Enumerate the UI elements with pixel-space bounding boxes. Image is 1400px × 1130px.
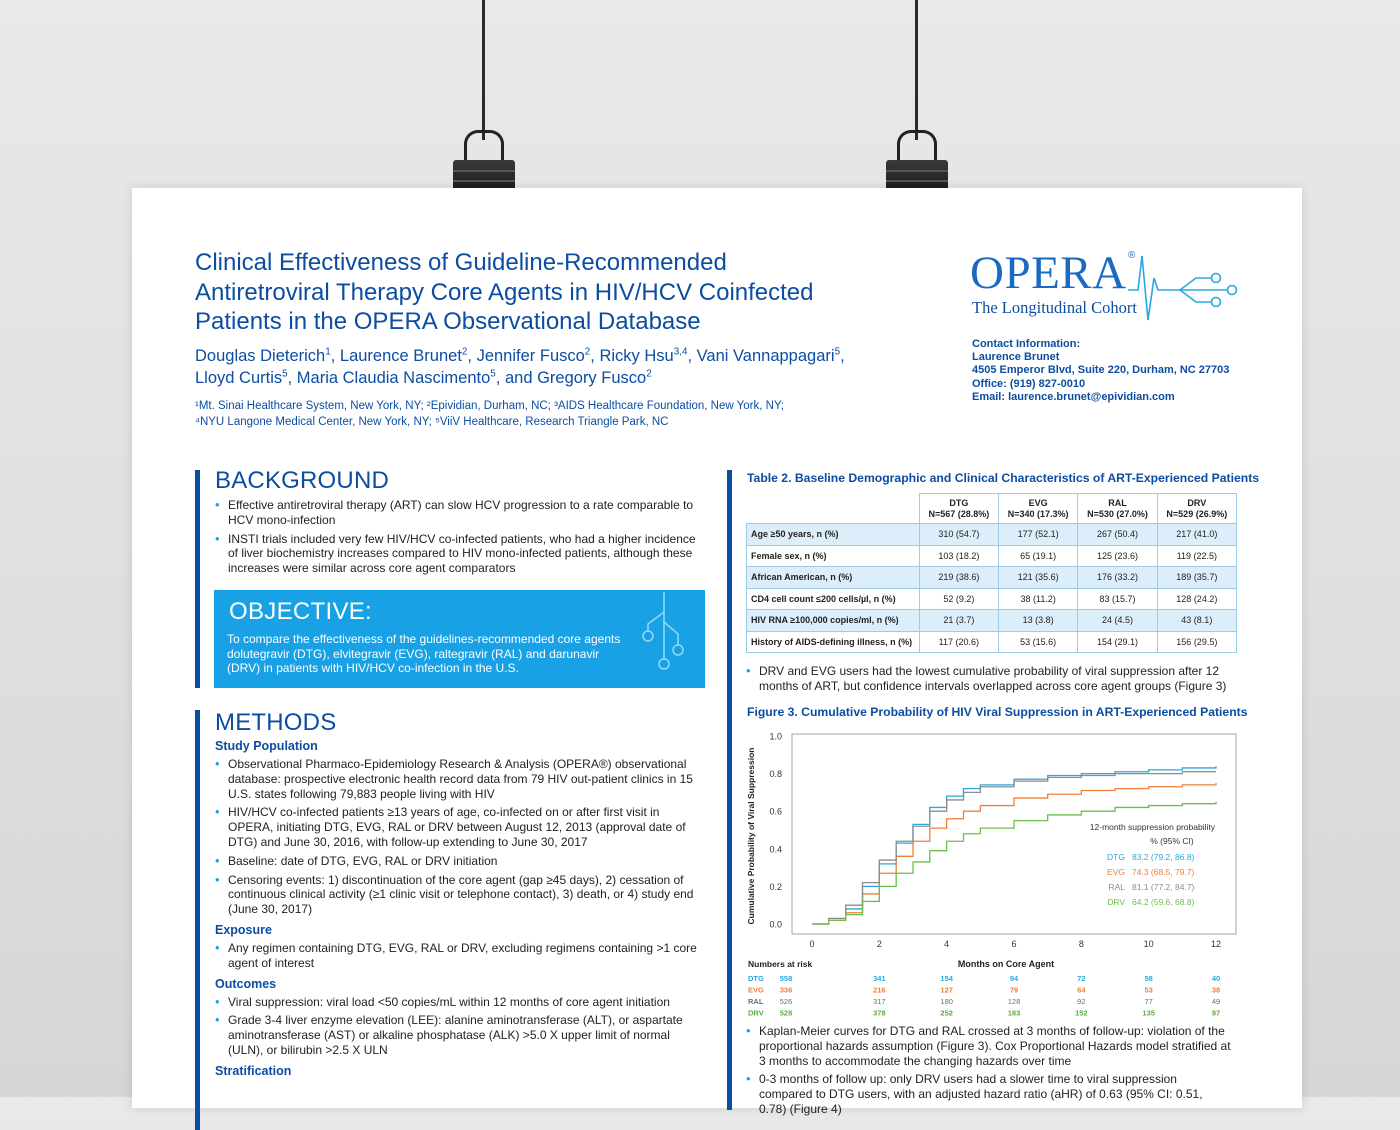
exposure-bullets <box>215 941 705 971</box>
baseline-characteristics-table <box>746 493 1237 653</box>
risk-cell: 72 <box>1077 974 1086 983</box>
y-tick-label: 1.0 <box>769 731 782 742</box>
author: , Vani Vannappagari <box>687 347 835 365</box>
row-label: African American, n (%) <box>747 567 920 589</box>
risk-cell: 53 <box>1144 985 1153 995</box>
risk-cell: 152 <box>1075 1008 1088 1018</box>
results-section-bar <box>727 470 732 1110</box>
table2-title: Table 2. Baseline Demographic and Clinical Characteristics of ART-Experienced Patients <box>747 471 1260 485</box>
list-item: • Grade 3-4 liver enzyme elevation (LEE): alanine aminotransferase (ALT), or aspartate aminotransferase (AST) or alkaline phosphatase (ALK) >5.0 X upper limit of normal (ULN), or bilirubin >2.5 X ULN <box>215 1013 705 1057</box>
list-item: • Any regimen containing DTG, EVG, RAL or DRV, excluding regimens containing >1 core agent of interest <box>215 941 705 971</box>
list-item: • HIV/HCV co-infected patients ≥13 years of age, co-infected on or after first visit in OPERA, initiating DTG, EVG, RAL or DRV between August 12, 2013 (approval date of DTG) and June 30, 2016, with follow-up extending to June 30, 2017 <box>215 805 705 849</box>
y-tick-label: 0.4 <box>769 844 782 855</box>
list-item: • Kaplan-Meier curves for DTG and RAL crossed at 3 months of follow-up: violation of the proportional hazards assumption (Figure 3). Cox Proportional Hazards model stratified at 3 months to accommodate the changing hazards over time <box>746 1024 1231 1068</box>
contact-phone: Office: (919) 827-0010 <box>972 377 1086 390</box>
risk-cell: 216 <box>873 985 886 995</box>
table-cell: 65 (19.1) <box>999 545 1078 567</box>
title-line: Antiretroviral Therapy Core Agents in HIV/HCV Coinfected <box>195 278 814 306</box>
table-cell: 13 (3.8) <box>999 610 1078 632</box>
kaplan-meier-chart <box>742 726 1242 1016</box>
affil-mark: 5 <box>282 368 288 380</box>
contact-name: Laurence Brunet <box>972 351 1060 364</box>
poster <box>132 188 1302 1116</box>
list-item: • Effective antiretroviral therapy (ART) can slow HCV progression to a rate comparable to HCV mono-infection <box>215 498 705 528</box>
list-item: • 0-3 months of follow up: only DRV users had a slower time to viral suppression compared to DTG users, with an adjusted hazard ratio (aHR) of 0.63 (95% CI: 0.51, 0.78) (Figure 4) <box>746 1072 1231 1116</box>
risk-cell: 180 <box>940 997 953 1006</box>
contact-address: 4505 Emperor Blvd, Suite 220, Durham, NC 27703 <box>972 364 1230 377</box>
risk-cell: 79 <box>1009 985 1019 995</box>
author: , Maria Claudia Nascimento <box>287 369 491 387</box>
objective-heading: OBJECTIVE: <box>229 598 373 625</box>
table-cell: 189 (35.7) <box>1157 567 1236 589</box>
legend-series-value: 83.2 (79.2, 86.8) <box>1132 852 1195 862</box>
legend-series-value: 74.3 (68.5, 79.7) <box>1132 867 1195 877</box>
legend-series-name: DTG <box>1107 852 1125 862</box>
risk-cell: 58 <box>1144 974 1153 983</box>
x-tick-label: 10 <box>1143 939 1154 949</box>
row-label: Age ≥50 years, n (%) <box>747 524 920 546</box>
list-item: • INSTI trials included very few HIV/HCV co-infected patients, who had a higher incidence of liver biochemistry increases compared to HIV mono-infected patients, although these increases were similar across core agent comparators <box>215 532 705 576</box>
background-bullets <box>215 498 705 576</box>
y-tick-label: 0.2 <box>769 881 782 892</box>
table-column-header: RAL N=530 (27.0%) <box>1078 494 1157 524</box>
background-section <box>215 467 705 580</box>
table-row <box>747 588 1237 610</box>
risk-cell: 154 <box>940 974 953 983</box>
table-cell: 119 (22.5) <box>1157 545 1236 567</box>
x-tick-label: 8 <box>1078 939 1084 949</box>
table-row <box>747 567 1237 589</box>
legend-series-name: RAL <box>1108 882 1125 892</box>
affiliation-line: ¹Mt. Sinai Healthcare System, New York, NY; ²Epividian, Durham, NC; ³AIDS Healthcare Foundation, New York, NY; <box>195 400 785 412</box>
legend-series-name: DRV <box>1107 897 1125 907</box>
table-column-header: EVG N=340 (17.3%) <box>999 494 1078 524</box>
risk-cell: 38 <box>1211 985 1221 995</box>
risk-row-label: DRV <box>748 1008 764 1018</box>
table-cell: 38 (11.2) <box>999 588 1078 610</box>
x-axis-label: Months on Core Agent <box>957 959 1055 969</box>
table-cell: 121 (35.6) <box>999 567 1078 589</box>
title-line: Clinical Effectiveness of Guideline-Recommended <box>195 249 727 276</box>
author: Douglas Dieterich <box>195 347 326 365</box>
table-cell: 219 (38.6) <box>919 567 998 589</box>
heartbeat-network-icon <box>1128 248 1238 328</box>
table-row <box>747 610 1237 632</box>
y-tick-label: 0.8 <box>769 769 782 780</box>
author: Lloyd Curtis <box>195 369 283 387</box>
table-cell: 24 (4.5) <box>1078 610 1157 632</box>
risk-cell: 64 <box>1077 985 1086 995</box>
exposure-heading: Exposure <box>215 922 272 937</box>
row-label: Female sex, n (%) <box>747 545 920 567</box>
risk-cell: 127 <box>940 985 953 995</box>
list-item: • DRV and EVG users had the lowest cumulative probability of viral suppression after 12 months of ART, but confidence intervals overlapped across core agent groups (Figure 3) <box>746 664 1231 694</box>
logo-registered-mark: ® <box>1128 250 1136 261</box>
legend-title: 12-month suppression probability <box>1089 822 1215 832</box>
table-cell: 156 (29.5) <box>1157 631 1236 653</box>
affil-mark: 2 <box>584 346 591 358</box>
risk-cell: 49 <box>1211 997 1221 1006</box>
objective-text: To compare the effectiveness of the guidelines-recommended core agents dolutegravir (DTG), elvitegravir (EVG), raltegravir (RAL) and darunavir (DRV) in patients with HIV/HCV co-infection in the U.S. <box>227 632 621 675</box>
risk-cell: 341 <box>873 974 886 983</box>
logo-wordmark: OPERA <box>970 247 1127 299</box>
risk-cell: 252 <box>940 1008 953 1018</box>
list-item: • Observational Pharmaco-Epidemiology Research & Analysis (OPERA®) observational database: prospective electronic health record data from 79 HIV out-patient clinics in 15 U.S. states following 79,883 people living with HIV <box>215 757 705 801</box>
affil-mark: 2 <box>461 346 468 358</box>
background-section-bar <box>195 470 200 688</box>
x-tick-label: 2 <box>876 939 882 949</box>
risk-cell: 317 <box>873 997 886 1006</box>
risk-cell: 40 <box>1211 974 1221 983</box>
table-cell: 128 (24.2) <box>1157 588 1236 610</box>
stratification-heading: Stratification <box>215 1063 292 1078</box>
author: , and Gregory Fusco <box>495 369 647 387</box>
affil-mark: 2 <box>646 368 652 380</box>
methods-section <box>215 709 705 1082</box>
risk-cell: 128 <box>1007 997 1021 1006</box>
risk-cell: 92 <box>1077 997 1086 1006</box>
author-list <box>195 345 935 389</box>
author: , Jennifer Fusco <box>467 347 585 365</box>
table-cell: 83 (15.7) <box>1078 588 1157 610</box>
logo-tagline: The Longitudinal Cohort <box>972 298 1137 317</box>
hanging-string-left <box>482 0 485 140</box>
table-cell: 177 (52.1) <box>999 524 1078 546</box>
affil-mark: 3,4 <box>673 346 688 358</box>
risk-cell: 336 <box>779 985 793 995</box>
affil-mark: 5 <box>834 346 841 358</box>
list-item: • Viral suppression: viral load <50 copies/mL within 12 months of core agent initiation <box>215 995 705 1010</box>
risk-table-heading: Numbers at risk <box>748 959 813 969</box>
legend-subtitle: % (95% CI) <box>1150 836 1194 846</box>
risk-cell: 378 <box>873 1008 886 1018</box>
study-population-bullets <box>215 757 705 917</box>
table-cell: 217 (41.0) <box>1157 524 1236 546</box>
x-tick-label: 6 <box>1011 939 1017 949</box>
table-column-header: DRV N=529 (26.9%) <box>1157 494 1236 524</box>
y-tick-label: 0.6 <box>769 806 782 817</box>
legend-series-name: EVG <box>1107 867 1125 877</box>
x-tick-label: 12 <box>1210 939 1222 949</box>
outcomes-bullets <box>215 995 705 1058</box>
row-label: CD4 cell count ≤200 cells/µl, n (%) <box>747 588 920 610</box>
risk-cell: 526 <box>779 997 793 1006</box>
table-cell: 176 (33.2) <box>1078 567 1157 589</box>
risk-row-label: RAL <box>748 997 764 1006</box>
row-label: HIV RNA ≥100,000 copies/ml, n (%) <box>747 610 920 632</box>
opera-logo <box>970 246 1240 326</box>
legend-series-value: 64.2 (59.6, 68.8) <box>1132 897 1195 907</box>
table-row <box>747 545 1237 567</box>
table-cell: 267 (50.4) <box>1078 524 1157 546</box>
table-cell: 21 (3.7) <box>919 610 998 632</box>
affil-mark: 1 <box>325 346 331 358</box>
title-line: Patients in the OPERA Observational Database <box>195 308 701 335</box>
risk-cell: 183 <box>1007 1008 1021 1018</box>
risk-cell: 558 <box>779 974 793 983</box>
risk-cell: 528 <box>779 1008 793 1018</box>
affiliations <box>195 399 895 430</box>
list-item: • Baseline: date of DTG, EVG, RAL or DRV initiation <box>215 854 705 869</box>
results-bullets-2 <box>746 1024 1231 1121</box>
results-bullets-1 <box>746 664 1231 698</box>
network-branch-icon <box>634 592 694 682</box>
table-cell: 53 (15.6) <box>999 631 1078 653</box>
table-row <box>747 524 1237 546</box>
hanging-string-right <box>915 0 918 140</box>
table-cell: 125 (23.6) <box>1078 545 1157 567</box>
table-column-header: DTG N=567 (28.8%) <box>919 494 998 524</box>
contact-email[interactable]: Email: laurence.brunet@epividian.com <box>972 390 1175 403</box>
table-cell: 103 (18.2) <box>919 545 998 567</box>
risk-cell: 135 <box>1142 1008 1155 1018</box>
author: , <box>840 347 845 365</box>
figure3-title: Figure 3. Cumulative Probability of HIV Viral Suppression in ART-Experienced Patients <box>747 705 1248 719</box>
contact-info <box>972 338 1229 404</box>
study-population-heading: Study Population <box>215 739 318 753</box>
row-label: History of AIDS-defining illness, n (%) <box>747 631 920 653</box>
risk-cell: 77 <box>1144 997 1153 1006</box>
methods-heading: METHODS <box>215 709 337 736</box>
table-cell: 154 (29.1) <box>1078 631 1157 653</box>
author: , Ricky Hsu <box>590 347 674 365</box>
x-tick-label: 4 <box>944 939 950 949</box>
table-header-row <box>747 494 1237 524</box>
affiliation-line: ⁴NYU Langone Medical Center, New York, NY; ⁵ViiV Healthcare, Research Triangle Park, NC <box>195 415 669 428</box>
affil-mark: 5 <box>490 368 496 380</box>
table-cell: 310 (54.7) <box>919 524 998 546</box>
table-cell: 43 (8.1) <box>1157 610 1236 632</box>
contact-heading: Contact Information: <box>972 338 1081 350</box>
background-heading: BACKGROUND <box>215 467 390 494</box>
objective-box <box>214 590 705 688</box>
legend-series-value: 81.1 (77.2, 84.7) <box>1132 882 1195 892</box>
author: , Laurence Brunet <box>330 347 462 365</box>
risk-cell: 94 <box>1009 974 1019 983</box>
y-tick-label: 0.0 <box>769 919 782 930</box>
table-row <box>747 631 1237 653</box>
y-axis-label: Cumulative Probability of Viral Suppression <box>746 747 756 925</box>
table-cell: 117 (20.6) <box>919 631 998 653</box>
table-corner-cell <box>747 494 920 524</box>
table-cell: 52 (9.2) <box>919 588 998 610</box>
outcomes-heading: Outcomes <box>215 976 277 991</box>
list-item: • Censoring events: 1) discontinuation of the core agent (gap ≥45 days), 2) cessation of continuous clinical activity (≥1 clinic visit or telephone contact), 3) death, or 4) study end (June 30, 2017) <box>215 873 705 917</box>
risk-row-label: EVG <box>748 985 764 995</box>
risk-cell: 97 <box>1211 1008 1221 1018</box>
poster-title <box>195 248 915 337</box>
methods-section-bar <box>195 710 200 1130</box>
x-tick-label: 0 <box>809 939 815 949</box>
risk-row-label: DTG <box>748 974 764 983</box>
